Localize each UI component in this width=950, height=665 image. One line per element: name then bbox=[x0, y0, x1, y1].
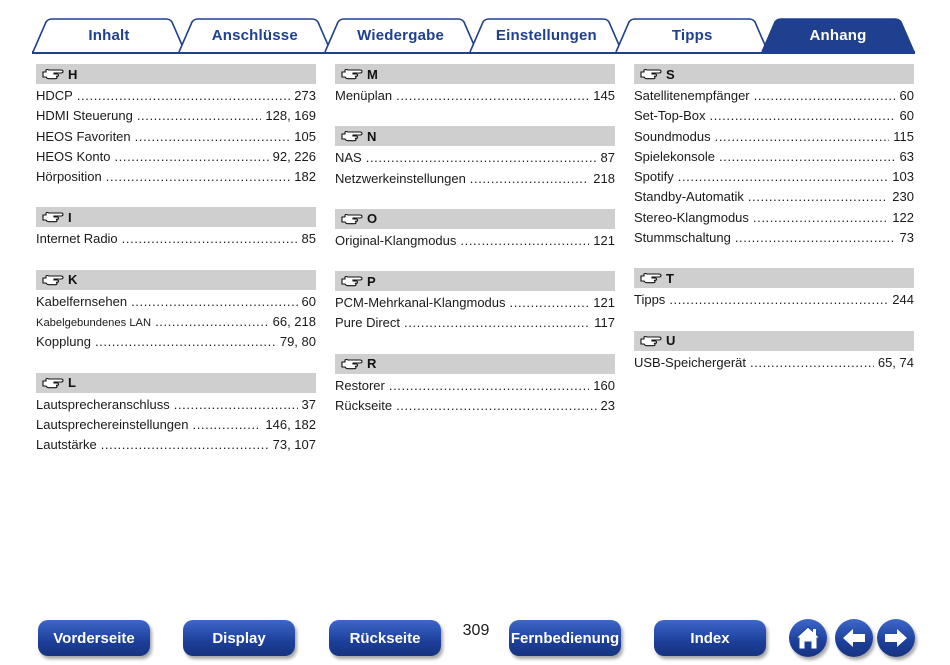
index-entry[interactable] bbox=[335, 313, 615, 333]
section-letter: P bbox=[367, 273, 376, 289]
index-entry[interactable] bbox=[634, 106, 914, 126]
index-section bbox=[335, 209, 615, 251]
leader-dots bbox=[396, 86, 589, 106]
leader-dots bbox=[122, 229, 298, 249]
index-entry[interactable] bbox=[335, 148, 615, 168]
display-button-label: Display bbox=[212, 629, 266, 647]
leader-dots bbox=[678, 167, 889, 187]
pointing-hand-icon bbox=[341, 213, 363, 225]
entry-page-link[interactable]: 79, 80 bbox=[279, 334, 316, 350]
leader-dots bbox=[114, 147, 268, 167]
entry-term: Menüplan bbox=[335, 88, 393, 103]
section-letter: I bbox=[68, 209, 72, 225]
tab-label: Inhalt bbox=[88, 26, 130, 44]
tab-label: Wiedergabe bbox=[357, 26, 445, 44]
tab-label: Tipps bbox=[671, 26, 713, 44]
rueckseite-button-label: Rückseite bbox=[349, 629, 421, 647]
entry-term: Lautsprechereinstellungen bbox=[36, 416, 189, 432]
entry-page-link[interactable]: 23 bbox=[600, 398, 615, 414]
entry-term: HDCP bbox=[36, 88, 73, 103]
entry-term: Set-Top-Box bbox=[634, 108, 706, 124]
index-entry[interactable] bbox=[634, 353, 914, 373]
tab-label: Anschlüsse bbox=[211, 26, 298, 44]
page-number: 309 bbox=[462, 622, 490, 639]
pointing-hand-icon bbox=[42, 211, 64, 223]
index-section bbox=[36, 64, 316, 187]
entry-term: Spotify bbox=[634, 169, 674, 185]
section-letter: S bbox=[666, 66, 675, 82]
vorderseite-button[interactable] bbox=[38, 620, 150, 656]
entry-term: Stummschaltung bbox=[634, 230, 731, 246]
entry-term: Lautstärke bbox=[36, 437, 97, 453]
home-button[interactable] bbox=[789, 619, 827, 657]
section-header bbox=[36, 270, 316, 290]
entry-term: Pure Direct bbox=[335, 315, 401, 331]
arrow-left-icon bbox=[840, 626, 868, 650]
index-entry[interactable] bbox=[634, 228, 914, 248]
index-entry[interactable] bbox=[335, 376, 615, 396]
section-letter: O bbox=[367, 211, 378, 227]
section-header bbox=[634, 64, 914, 84]
section-letter: H bbox=[68, 66, 78, 82]
leader-dots bbox=[715, 127, 890, 147]
leader-dots bbox=[135, 127, 291, 147]
index-section bbox=[36, 373, 316, 456]
entry-page-link[interactable]: 105 bbox=[294, 128, 316, 144]
leader-dots bbox=[131, 292, 297, 312]
index-entry[interactable] bbox=[36, 415, 316, 435]
entry-page-link[interactable]: 85 bbox=[301, 231, 316, 247]
index-column-1 bbox=[36, 64, 316, 476]
section-letter: M bbox=[367, 66, 378, 82]
pointing-hand-icon bbox=[341, 275, 363, 287]
index-entry[interactable] bbox=[36, 147, 316, 167]
section-header bbox=[36, 373, 316, 393]
entry-term: HEOS Favoriten bbox=[36, 128, 131, 144]
entry-term: Kopplung bbox=[36, 334, 91, 350]
vorderseite-button-label: Vorderseite bbox=[53, 629, 135, 647]
pointing-hand-icon bbox=[341, 68, 363, 80]
pointing-hand-icon bbox=[640, 335, 662, 347]
index-section bbox=[36, 270, 316, 353]
rueckseite-button[interactable] bbox=[329, 620, 441, 656]
entry-term: Internet Radio bbox=[36, 231, 118, 247]
leader-dots bbox=[155, 312, 269, 332]
leader-dots bbox=[366, 148, 597, 168]
entry-page-link[interactable]: 146, 182 bbox=[265, 416, 316, 432]
entry-term: Rückseite bbox=[335, 398, 393, 414]
index-entry[interactable] bbox=[335, 293, 615, 313]
tab-label: Anhang bbox=[809, 26, 867, 44]
leader-dots bbox=[101, 435, 269, 455]
leader-dots bbox=[77, 86, 290, 106]
section-letter: R bbox=[367, 356, 377, 372]
leader-dots bbox=[754, 86, 896, 106]
section-header bbox=[634, 331, 914, 351]
leader-dots bbox=[470, 169, 590, 189]
index-entry[interactable] bbox=[36, 332, 316, 352]
index-section bbox=[335, 271, 615, 334]
entry-page-link[interactable]: 60 bbox=[899, 108, 914, 124]
entry-term: Spielekonsole bbox=[634, 148, 715, 164]
index-entry[interactable] bbox=[36, 86, 316, 106]
entry-term: HDMI Steuerung bbox=[36, 108, 133, 124]
index-button[interactable] bbox=[654, 620, 766, 656]
pointing-hand-icon bbox=[640, 68, 662, 80]
tab-label: Einstellungen bbox=[495, 26, 597, 44]
index-entry[interactable] bbox=[634, 187, 914, 207]
tab-0[interactable] bbox=[32, 18, 186, 52]
index-entry[interactable] bbox=[36, 435, 316, 455]
leader-dots bbox=[748, 187, 888, 207]
index-entry[interactable] bbox=[634, 290, 914, 310]
index-entry[interactable] bbox=[634, 167, 914, 187]
entry-page-link[interactable]: 73, 107 bbox=[272, 437, 316, 453]
section-header bbox=[335, 209, 615, 229]
section-header bbox=[36, 64, 316, 84]
entry-term: PCM-Mehrkanal-Klangmodus bbox=[335, 295, 506, 311]
home-icon bbox=[794, 625, 822, 651]
entry-page-link[interactable]: 160 bbox=[593, 377, 615, 393]
index-entry[interactable] bbox=[634, 86, 914, 106]
entry-term: Kabelfernsehen bbox=[36, 293, 128, 309]
entry-term: Restorer bbox=[335, 377, 385, 393]
entry-page-link[interactable]: 63 bbox=[899, 148, 914, 164]
entry-page-link[interactable]: 115 bbox=[893, 128, 914, 144]
leader-dots bbox=[106, 167, 291, 187]
index-section bbox=[634, 64, 914, 248]
entry-term: Netzwerkeinstellungen bbox=[335, 170, 466, 186]
pointing-hand-icon bbox=[341, 358, 363, 370]
pointing-hand-icon bbox=[42, 274, 64, 286]
entry-page-link[interactable]: 121 bbox=[593, 295, 615, 311]
entry-page-link[interactable]: 60 bbox=[899, 88, 914, 103]
entry-term: Kabelgebundenes LAN bbox=[36, 317, 152, 330]
entry-term: Lautsprecheranschluss bbox=[36, 396, 170, 412]
tab-5[interactable] bbox=[761, 18, 915, 52]
pointing-hand-icon bbox=[341, 130, 363, 142]
index-entry[interactable] bbox=[335, 169, 615, 189]
leader-dots bbox=[719, 147, 896, 167]
section-header bbox=[36, 207, 316, 227]
entry-page-link[interactable]: 66, 218 bbox=[272, 314, 316, 330]
tab-3[interactable] bbox=[469, 18, 623, 52]
section-header bbox=[335, 354, 615, 374]
entry-page-link[interactable]: 73 bbox=[899, 230, 914, 246]
tab-bar bbox=[32, 18, 915, 54]
section-header bbox=[335, 271, 615, 291]
entry-term: Satellitenempfänger bbox=[634, 88, 750, 103]
arrow-right-icon bbox=[882, 626, 910, 650]
leader-dots bbox=[735, 228, 896, 248]
section-letter: L bbox=[68, 375, 76, 391]
section-letter: T bbox=[666, 270, 674, 286]
index-entry[interactable] bbox=[335, 86, 615, 106]
index-column-2 bbox=[335, 64, 615, 436]
index-section bbox=[335, 126, 615, 189]
entry-page-link[interactable]: 117 bbox=[594, 315, 615, 331]
leader-dots bbox=[669, 290, 888, 310]
entry-page-link[interactable]: 103 bbox=[892, 169, 914, 185]
leader-dots bbox=[95, 332, 276, 352]
entry-page-link[interactable]: 122 bbox=[892, 209, 914, 225]
index-entry[interactable] bbox=[36, 395, 316, 415]
entry-page-link[interactable]: 65, 74 bbox=[877, 354, 914, 370]
entry-page-link[interactable]: 60 bbox=[301, 293, 316, 309]
display-button[interactable] bbox=[183, 620, 295, 656]
leader-dots bbox=[753, 208, 888, 228]
entry-page-link[interactable]: 218 bbox=[593, 170, 615, 186]
index-entry[interactable] bbox=[36, 167, 316, 187]
leader-dots bbox=[193, 415, 262, 435]
index-entry[interactable] bbox=[36, 292, 316, 312]
leader-dots bbox=[396, 396, 596, 416]
section-header bbox=[335, 64, 615, 84]
entry-page-link[interactable]: 230 bbox=[892, 189, 914, 205]
index-section bbox=[634, 331, 914, 373]
leader-dots bbox=[389, 376, 589, 396]
pointing-hand-icon bbox=[640, 272, 662, 284]
index-column-3 bbox=[634, 64, 914, 393]
entry-term: Soundmodus bbox=[634, 128, 711, 144]
entry-page-link[interactable]: 145 bbox=[593, 88, 615, 103]
tab-2[interactable] bbox=[324, 18, 478, 52]
leader-dots bbox=[174, 395, 298, 415]
tab-4[interactable] bbox=[615, 18, 769, 52]
forward-button[interactable] bbox=[877, 619, 915, 657]
leader-dots bbox=[460, 231, 589, 251]
index-entry[interactable] bbox=[36, 106, 316, 126]
index-section bbox=[634, 268, 914, 310]
index-entry[interactable] bbox=[36, 127, 316, 147]
entry-page-link[interactable]: 273 bbox=[294, 88, 316, 103]
tab-1[interactable] bbox=[178, 18, 332, 52]
entry-page-link[interactable]: 92, 226 bbox=[272, 148, 316, 164]
index-button-label: Index bbox=[690, 629, 730, 647]
entry-term: NAS bbox=[335, 150, 362, 166]
leader-dots bbox=[510, 293, 590, 313]
entry-term: Stereo-Klangmodus bbox=[634, 209, 749, 225]
index-entry[interactable] bbox=[335, 231, 615, 251]
back-button[interactable] bbox=[835, 619, 873, 657]
section-header bbox=[335, 126, 615, 146]
fernbedienung-button-label: Fernbedienung bbox=[510, 629, 620, 647]
entry-page-link[interactable]: 182 bbox=[294, 169, 316, 185]
section-header bbox=[634, 268, 914, 288]
entry-term: Hörposition bbox=[36, 169, 102, 185]
index-entry[interactable] bbox=[634, 208, 914, 228]
entry-term: Tipps bbox=[634, 292, 666, 308]
entry-term: USB-Speichergerät bbox=[634, 354, 746, 370]
index-entry[interactable] bbox=[634, 147, 914, 167]
section-letter: U bbox=[666, 333, 676, 349]
pointing-hand-icon bbox=[42, 68, 64, 80]
leader-dots bbox=[710, 106, 896, 126]
entry-term: HEOS Konto bbox=[36, 148, 111, 164]
index-entry[interactable] bbox=[335, 396, 615, 416]
index-entry[interactable] bbox=[634, 127, 914, 147]
entry-page-link[interactable]: 128, 169 bbox=[265, 108, 316, 124]
entry-page-link[interactable]: 87 bbox=[600, 150, 615, 166]
index-entry[interactable] bbox=[36, 312, 316, 332]
leader-dots bbox=[750, 353, 874, 373]
index-section bbox=[36, 207, 316, 249]
entry-page-link[interactable]: 37 bbox=[301, 396, 316, 412]
index-entry[interactable] bbox=[36, 229, 316, 249]
entry-page-link[interactable]: 121 bbox=[593, 232, 615, 248]
pointing-hand-icon bbox=[42, 377, 64, 389]
section-letter: K bbox=[68, 272, 78, 288]
section-letter: N bbox=[367, 128, 377, 144]
entry-term: Original-Klangmodus bbox=[335, 232, 457, 248]
index-section bbox=[335, 354, 615, 417]
leader-dots bbox=[404, 313, 590, 333]
leader-dots bbox=[137, 106, 262, 126]
entry-page-link[interactable]: 244 bbox=[892, 292, 914, 308]
index-section bbox=[335, 64, 615, 106]
fernbedienung-button[interactable] bbox=[509, 620, 621, 656]
entry-term: Standby-Automatik bbox=[634, 189, 744, 205]
